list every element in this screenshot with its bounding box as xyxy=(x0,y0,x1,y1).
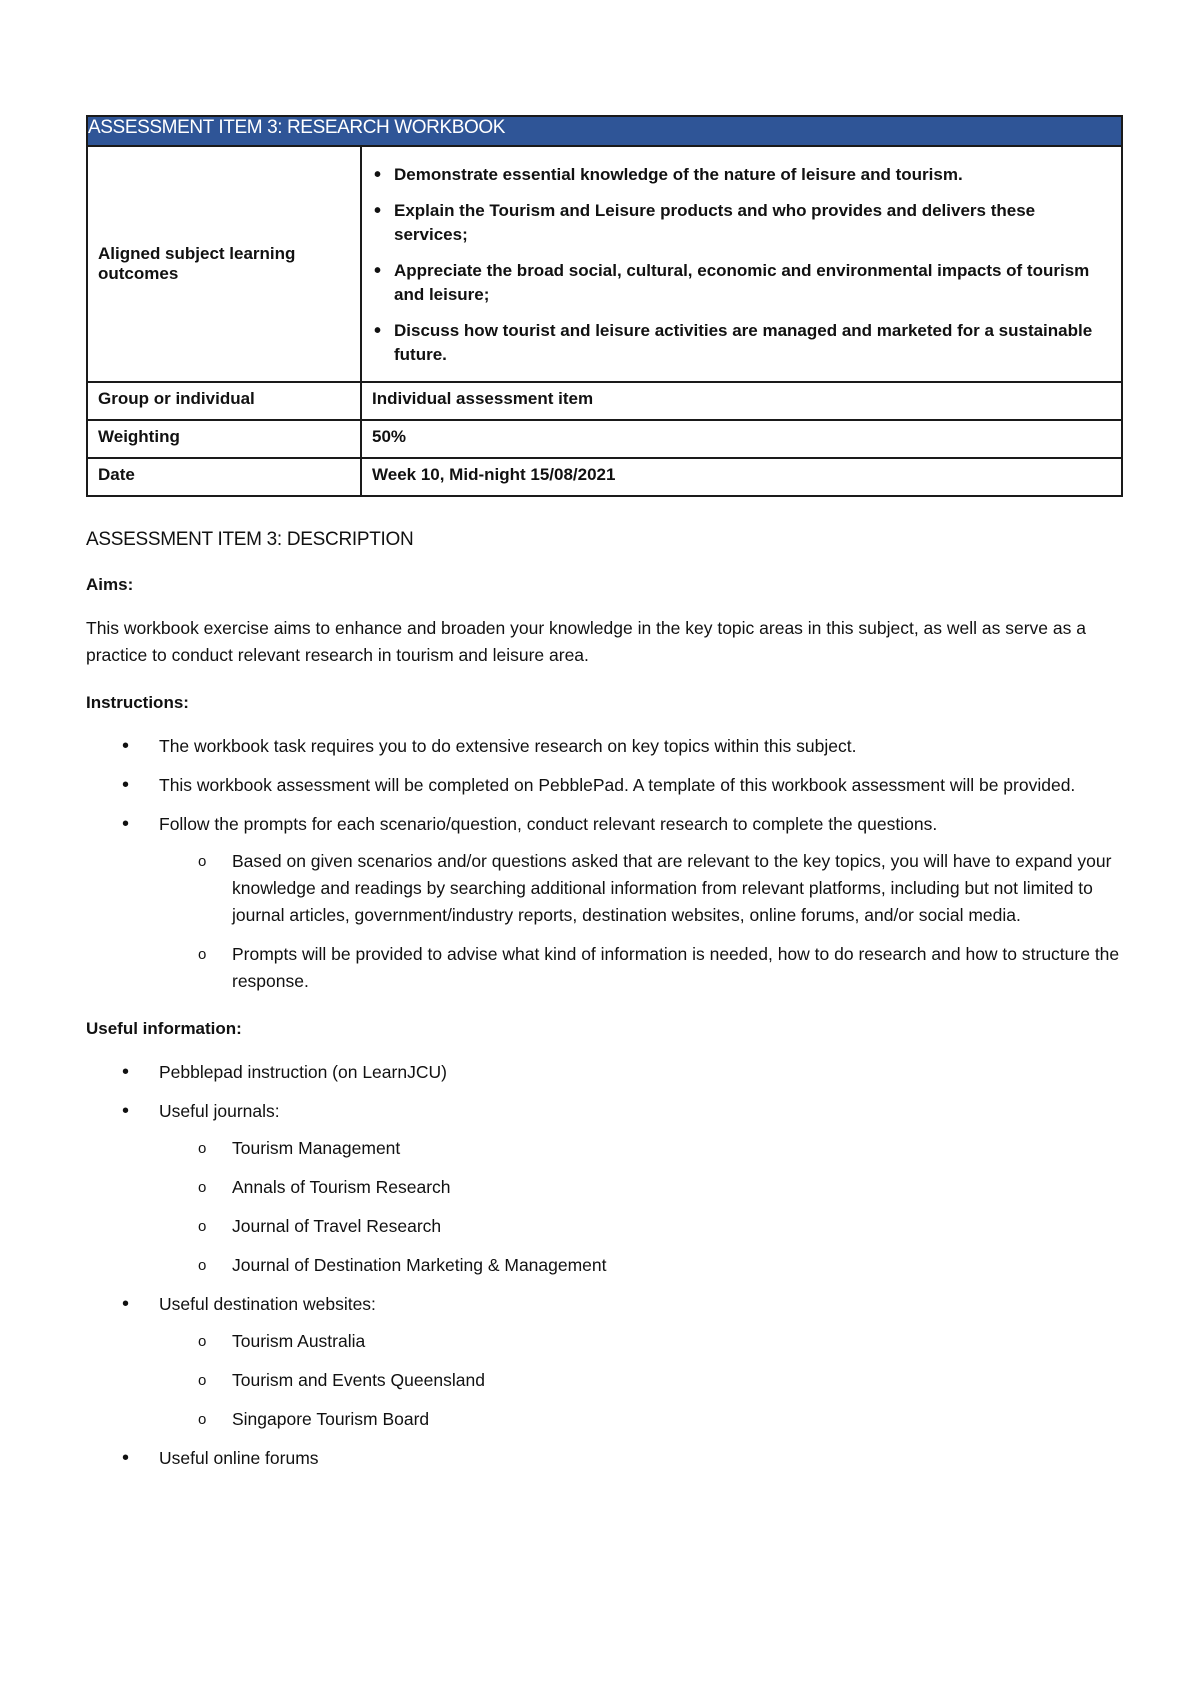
sub-list-item: o Journal of Destination Marketing & Management xyxy=(86,1252,1124,1279)
list-item-text: Follow the prompts for each scenario/question, conduct relevant research to complete the questions. xyxy=(159,814,938,834)
websites-label: Useful destination websites: xyxy=(159,1294,376,1314)
useful-information-label: Useful information: xyxy=(86,1019,242,1038)
journals-list xyxy=(159,1135,1124,1279)
date-value-text: Week 10, Mid-night 15/08/2021 xyxy=(372,465,616,484)
table-header-row xyxy=(87,116,1122,146)
weighting-row xyxy=(87,420,1122,458)
outcomes-label xyxy=(87,146,361,382)
outcomes-row xyxy=(87,146,1122,382)
group-label xyxy=(87,382,361,420)
instructions-list xyxy=(86,733,1124,995)
sub-list-item: o Tourism Management xyxy=(86,1135,1124,1162)
weighting-value-text: 50% xyxy=(372,427,407,446)
outcome-item: • Discuss how tourist and leisure activities are managed and marketed for a sustainable future. xyxy=(372,319,1111,367)
table-header: ASSESSMENT ITEM 3: RESEARCH WORKBOOK xyxy=(87,116,1122,146)
sub-list-item: o Singapore Tourism Board xyxy=(86,1406,1124,1433)
date-label-text: Date xyxy=(98,465,135,484)
sub-list-item: o Journal of Travel Research xyxy=(86,1213,1124,1240)
group-label-text: Group or individual xyxy=(98,389,255,408)
aims-text: This workbook exercise aims to enhance and broaden your knowledge in the key topic areas in this subject, as well as serve as a practice to conduct relevant research in tourism and leisure area. xyxy=(86,618,1086,665)
date-label xyxy=(87,458,361,496)
weighting-label-text: Weighting xyxy=(98,427,180,446)
description-title: ASSESSMENT ITEM 3: DESCRIPTION xyxy=(86,529,414,550)
sub-list-item: o Based on given scenarios and/or questions asked that are relevant to the key topics, you will have to expand your knowledge and readings by searching additional information from relevant platforms, including but not limited to journal articles, government/industry reports, destination websites, online forums, and/or social media. xyxy=(86,848,1124,929)
outcomes-label-text: Aligned subject learning outcomes xyxy=(98,244,296,283)
websites-list xyxy=(159,1328,1124,1433)
list-item: • Pebblepad instruction (on LearnJCU) xyxy=(86,1059,1124,1086)
outcome-item: • Demonstrate essential knowledge of the nature of leisure and tourism. xyxy=(372,163,1111,187)
sub-list-item: o Prompts will be provided to advise what kind of information is needed, how to do research and how to structure the response. xyxy=(86,941,1124,995)
journals-label: Useful journals: xyxy=(159,1101,280,1121)
instructions-label: Instructions: xyxy=(86,693,189,712)
sub-list-item: o Tourism and Events Queensland xyxy=(86,1367,1124,1394)
useful-information-list xyxy=(86,1059,1124,1472)
list-item xyxy=(86,1098,1124,1279)
date-value xyxy=(361,458,1122,496)
outcome-item: • Explain the Tourism and Leisure products and who provides and delivers these services; xyxy=(372,199,1111,247)
list-item xyxy=(86,811,1124,995)
list-item: • The workbook task requires you to do extensive research on key topics within this subject. xyxy=(86,733,1124,760)
date-row xyxy=(87,458,1122,496)
weighting-value xyxy=(361,420,1122,458)
weighting-label xyxy=(87,420,361,458)
list-item: • Useful online forums xyxy=(86,1445,1124,1472)
group-value xyxy=(361,382,1122,420)
sub-list-item: o Tourism Australia xyxy=(86,1328,1124,1355)
outcomes-cell xyxy=(361,146,1122,382)
outcome-item: • Appreciate the broad social, cultural, economic and environmental impacts of tourism and leisure; xyxy=(372,259,1111,307)
sub-list-item: o Annals of Tourism Research xyxy=(86,1174,1124,1201)
assessment-table xyxy=(86,115,1123,497)
group-row xyxy=(87,382,1122,420)
group-value-text: Individual assessment item xyxy=(372,389,594,408)
outcomes-list xyxy=(372,153,1111,381)
instruction-sublist xyxy=(159,848,1124,995)
list-item xyxy=(86,1291,1124,1433)
aims-label: Aims: xyxy=(86,575,134,594)
list-item: • This workbook assessment will be completed on PebblePad. A template of this workbook assessment will be provided. xyxy=(86,772,1124,799)
